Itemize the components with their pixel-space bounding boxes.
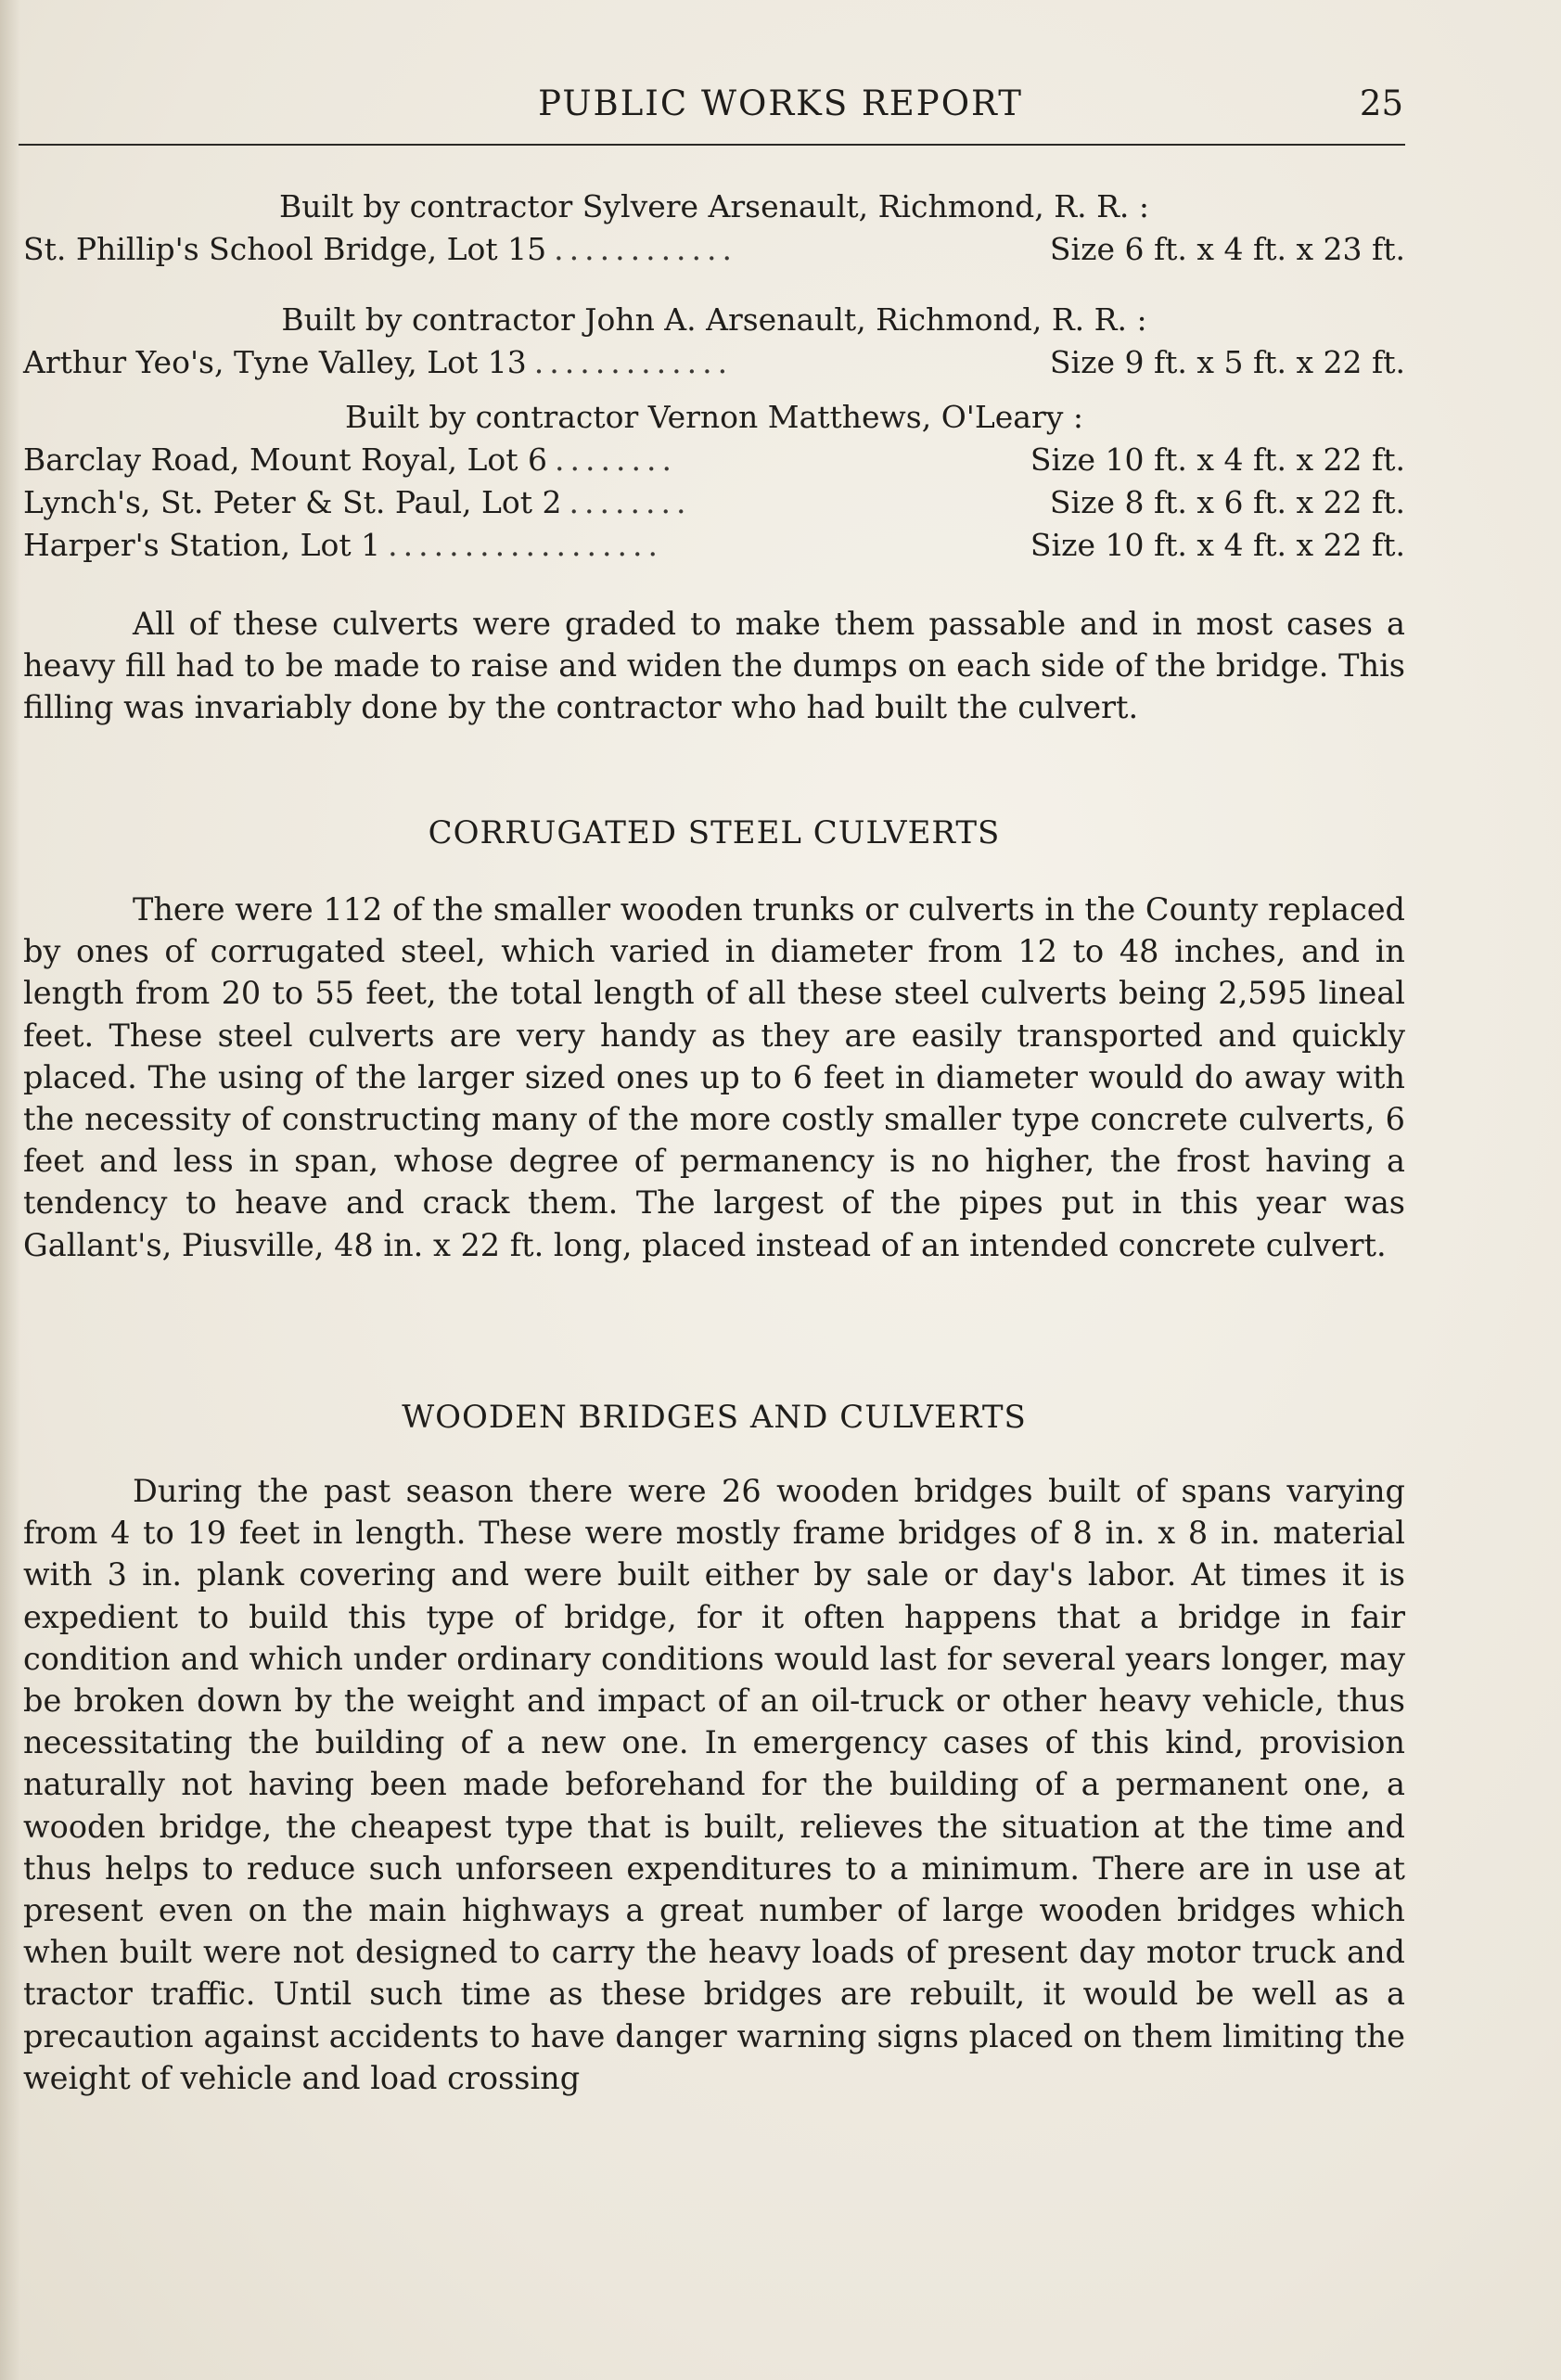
culvert-site: Barclay Road, Mount Royal, Lot 6 [23, 441, 548, 478]
culvert-entry [23, 481, 1405, 524]
dot-leader: ............ [554, 231, 738, 267]
culvert-entry [23, 439, 1405, 481]
contractor-group-2 [23, 299, 1405, 384]
wooden-paragraph-block [23, 1470, 1405, 2099]
corrugated-paragraph-block [23, 889, 1405, 1266]
running-title: PUBLIC WORKS REPORT [538, 83, 1023, 123]
header-rule [19, 144, 1405, 146]
grading-paragraph: All of these culverts were graded to make them passable and in most cases a heavy fill had to be made to raise and widen the dumps on each side of the bridge. This filling was invariably done by the contractor who had built the culvert. [23, 606, 1405, 726]
culvert-size: Size 10 ft. x 4 ft. x 22 ft. [1030, 527, 1405, 563]
culvert-site: Arthur Yeo's, Tyne Valley, Lot 13 [23, 344, 527, 380]
corrugated-paragraph: There were 112 of the smaller wooden trunks or culverts in the County replaced by ones of corrugated steel, which varied in diameter from 12 to 48 inches, and in length from 20 to 55 feet, the total length of all these steel culverts being 2,595 lineal feet. These steel culverts are very handy as they are easily transported and quickly placed. The using of the larger sized ones up to 6 feet in diameter would do away with the necessity of constructing many of the more costly smaller type concrete culverts, 6 feet and less in span, whose degree of permanency is no higher, the frost having a tendency to heave and crack them. The largest of the pipes put in this year was Gallant's, Piusville, 48 in. x 22 ft. long, placed instead of an intended concrete culvert. [23, 891, 1405, 1263]
culvert-size: Size 9 ft. x 5 ft. x 22 ft. [1049, 344, 1405, 380]
culvert-entry [23, 341, 1405, 384]
dot-leader: ............. [533, 344, 734, 380]
contractor-group-1 [23, 186, 1405, 271]
wooden-paragraph: During the past season there were 26 wooden bridges built of spans varying from 4 to 19 feet in length. These were mostly frame bridges of 8 in. x 8 in. material with 3 in. plank covering and were built either by sale or day's labor. At times it is expedient to build this type of bridge, for it often happens that a bridge in fair condition and which under ordinary conditions would last for several years longer, may be broken down by the weight and impact of an oil-truck or other heavy vehicle, thus necessitating the building of a new one. In emergency cases of this kind, provision naturally not having been made beforehand for the building of a permanent one, a wooden bridge, the cheapest type that is built, relieves the situation at the time and thus helps to reduce such unforseen expenditures to a minimum. There are in use at present even on the main highways a great number of large wooden bridges which when built were not designed to carry the heavy loads of present day motor truck and tractor traffic. Until such time as these bridges are rebuilt, it would be well as a precaution against accidents to have danger warning signs placed on them limiting the weight of vehicle and load crossing [23, 1473, 1405, 2096]
contractor-line: Built by contractor Vernon Matthews, O'Leary : [345, 399, 1083, 435]
binding-shadow [0, 0, 20, 2380]
section-heading: WOODEN BRIDGES AND CULVERTS [402, 1399, 1027, 1436]
dot-leader: ........ [569, 484, 692, 520]
corrugated-section [23, 814, 1405, 851]
culvert-size: Size 8 ft. x 6 ft. x 22 ft. [1049, 484, 1405, 520]
contractor-line: Built by contractor Sylvere Arsenault, Richmond, R. R. : [278, 188, 1150, 224]
contractor-line: Built by contractor John A. Arsenault, Richmond, R. R. : [281, 301, 1147, 338]
page-number: 25 [1359, 83, 1403, 123]
culvert-site: St. Phillip's School Bridge, Lot 15 [23, 231, 547, 267]
culvert-entry [23, 524, 1405, 567]
culvert-size: Size 6 ft. x 4 ft. x 23 ft. [1049, 231, 1405, 267]
section-heading: CORRUGATED STEEL CULVERTS [428, 814, 1001, 851]
culvert-entry [23, 228, 1405, 271]
wooden-section [23, 1399, 1405, 1436]
page-header [0, 83, 1561, 139]
contractor-group-3 [23, 396, 1405, 567]
dot-leader: .................. [388, 527, 663, 563]
dot-leader: ........ [555, 441, 677, 478]
culvert-site: Lynch's, St. Peter & St. Paul, Lot 2 [23, 484, 562, 520]
culvert-size: Size 10 ft. x 4 ft. x 22 ft. [1030, 441, 1405, 478]
grading-paragraph-block [23, 603, 1405, 729]
culvert-site: Harper's Station, Lot 1 [23, 527, 381, 563]
